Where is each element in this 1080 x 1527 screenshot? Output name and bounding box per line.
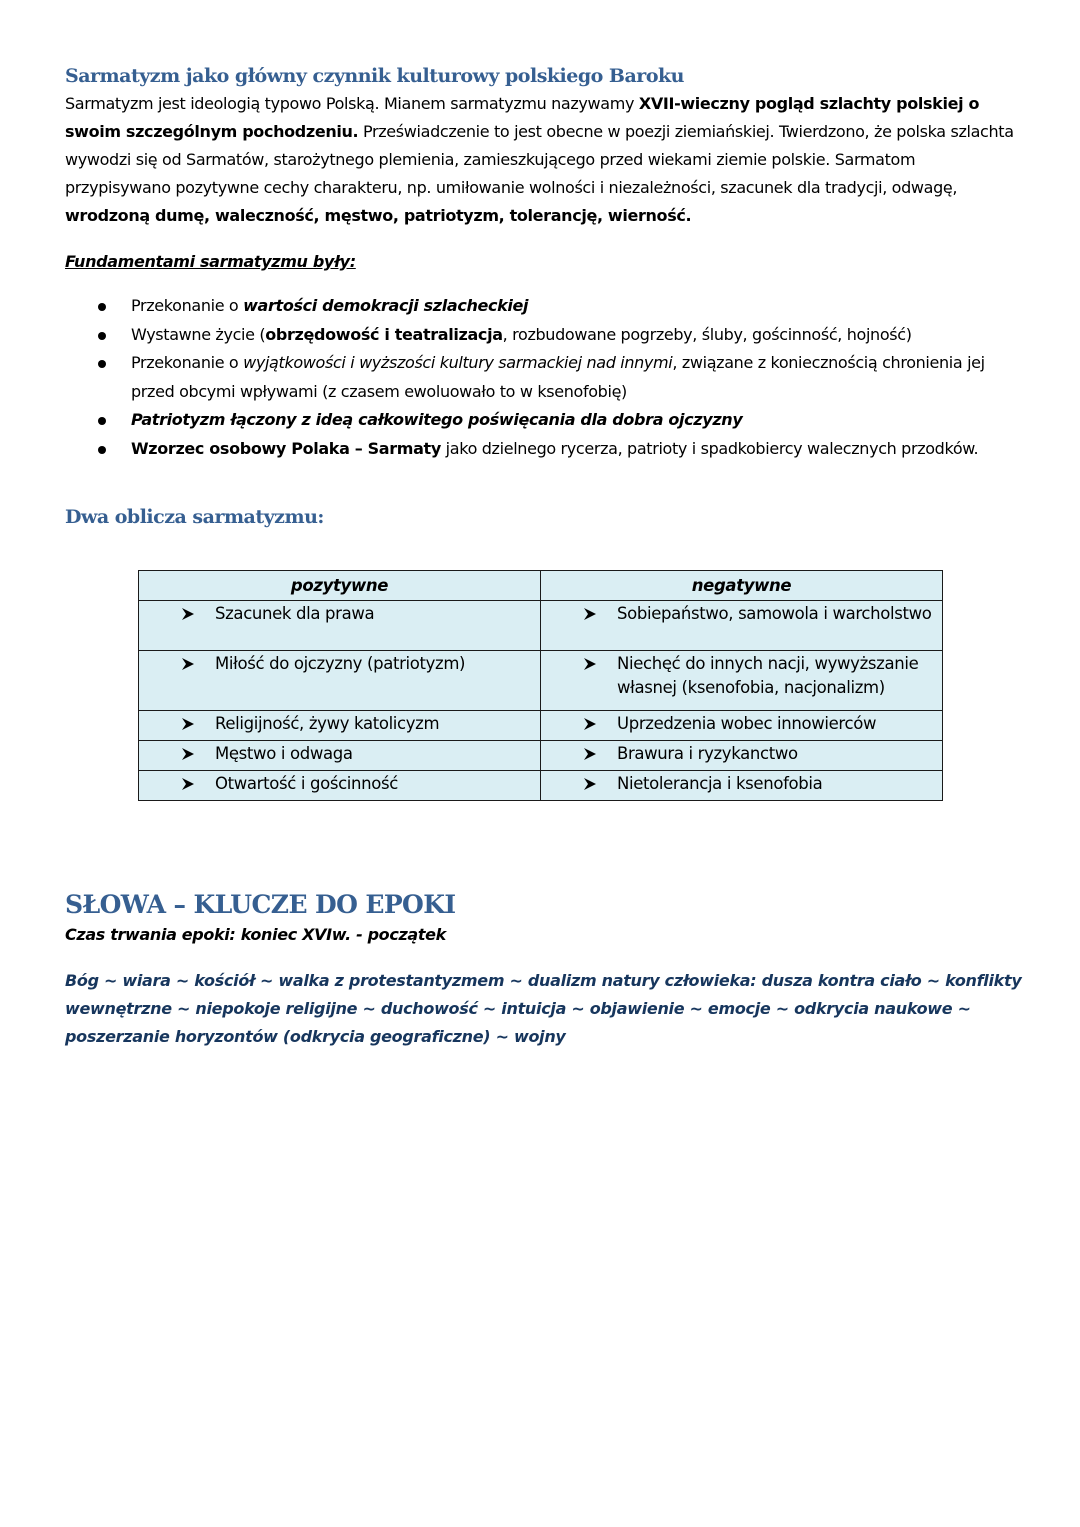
table-cell-text: Męstwo i odwaga: [215, 744, 353, 763]
table-cell-text: Otwartość i gościnność: [215, 774, 398, 793]
section-title-sarmatyzm: Sarmatyzm jako główny czynnik kulturowy polskiego Baroku: [65, 65, 684, 87]
arrow-bullet-icon: [179, 652, 197, 676]
table-cell-text: Uprzedzenia wobec innowierców: [617, 714, 877, 733]
column-header-pozytywne: pozytywne: [139, 571, 541, 601]
bullet-icon: [98, 332, 106, 340]
list-item: [65, 349, 1025, 406]
section-title-slowa-klucze: SŁOWA – KLUCZE DO EPOKI: [65, 890, 456, 919]
list-item-text: Przekonanie o: [131, 353, 244, 372]
table-cell: [541, 711, 943, 741]
list-item-text: , rozbudowane pogrzeby, śluby, gościnność, hojność): [502, 324, 912, 344]
table-cell-text: Niechęć do innych nacji, wywyższanie własnej (ksenofobia, nacjonalizm): [617, 654, 919, 697]
table-cell: [139, 741, 541, 771]
column-header-negatywne: negatywne: [541, 571, 943, 601]
bullet-icon: [98, 417, 106, 425]
table-cell-text: Nietolerancja i ksenofobia: [617, 774, 823, 793]
intro-paragraph: [65, 90, 1025, 230]
list-item-text: Wystawne życie (: [131, 324, 266, 344]
era-duration: Czas trwania epoki: koniec XVIw. - początek: [65, 925, 446, 944]
slowa-klucze-section: [65, 889, 1025, 1051]
document-page: [65, 62, 1025, 531]
table-cell: [541, 741, 943, 771]
list-item: [65, 435, 1025, 464]
fundamenty-list: [65, 292, 1025, 463]
arrow-bullet-icon: [179, 772, 197, 796]
arrow-bullet-icon: [581, 602, 599, 626]
arrow-bullet-icon: [179, 712, 197, 736]
keywords-paragraph: Bóg ~ wiara ~ kościół ~ walka z protestantyzmem ~ dualizm natury człowieka: dusza kontra ciało ~ konflikty wewnętrzne ~ niepokoje religijne ~ duchowość ~ intuicja ~ objawienie ~ emocje ~ odkrycia naukowe ~ poszerzanie horyzontów (odkrycia geograficzne) ~ wojny: [65, 971, 1022, 1046]
table-row: [139, 741, 943, 771]
list-item-bold-italic: wartości demokracji szlacheckiej: [243, 296, 529, 315]
arrow-bullet-icon: [179, 742, 197, 766]
table-row: [139, 711, 943, 741]
table-row: [139, 651, 943, 711]
section-title-dwa-oblicza: Dwa oblicza sarmatyzmu:: [65, 506, 324, 528]
table-cell: [139, 651, 541, 711]
intro-text-1: Sarmatyzm jest ideologią typowo Polską. Mianem sarmatyzmu nazywamy: [65, 94, 639, 113]
table-cell: [541, 651, 943, 711]
bullet-icon: [98, 360, 106, 368]
arrow-bullet-icon: [581, 772, 599, 796]
intro-bold-1: XVII-wieczny pogląd szlachty polskiej o swoim szczególnym pochodzeniu.: [65, 94, 980, 141]
table-cell-text: Miłość do ojczyzny (patriotyzm): [215, 654, 466, 673]
intro-text-2: Przeświadczenie to jest obecne w poezji ziemiańskiej. Twierdzono, że polska szlachta wywodzi się od Sarmatów, starożytnego plemienia, zamieszkującego przed wiekami ziemie polskie. Sarmatom przypisywano pozytywne cechy charakteru, np. umiłowanie wolności i niezależności, szacunek dla tradycji, odwagę,: [65, 122, 1014, 197]
arrow-bullet-icon: [179, 602, 197, 626]
list-item-text: jako dzielnego rycerza, patrioty i spadkobiercy walecznych przodków.: [440, 438, 979, 458]
list-item: [65, 292, 1025, 321]
intro-bold-2: wrodzoną dumę, waleczność, męstwo, patriotyzm, tolerancję, wierność.: [65, 206, 692, 225]
list-item-italic: wyjątkowości i wyższości kultury sarmackiej nad innymi: [243, 353, 673, 372]
list-item-bold-italic: Patriotyzm łączony z ideą całkowitego poświęcania dla dobra ojczyzny: [131, 410, 743, 429]
list-item-bold: Wzorzec osobowy Polaka – Sarmaty: [131, 438, 441, 458]
table-row: [139, 771, 943, 801]
list-item: [65, 321, 1025, 350]
arrow-bullet-icon: [581, 742, 599, 766]
list-item-text: Przekonanie o: [131, 296, 244, 315]
table-cell: [139, 601, 541, 651]
table-cell-text: Szacunek dla prawa: [215, 604, 375, 623]
arrow-bullet-icon: [581, 712, 599, 736]
table-cell-text: Brawura i ryzykanctwo: [617, 744, 798, 763]
list-item-text: , związane z koniecznością chronienia jej przed obcymi wpływami (z czasem ewoluowało to w ksenofobię): [131, 353, 985, 401]
table-cell-text: Religijność, żywy katolicyzm: [215, 714, 440, 733]
bullet-icon: [98, 303, 106, 311]
table-cell: [541, 601, 943, 651]
bullet-icon: [98, 446, 106, 454]
table-cell: [541, 771, 943, 801]
table-row: [139, 601, 943, 651]
oblicza-table: [138, 570, 943, 801]
table-header-row: [139, 571, 943, 601]
fundamenty-heading: Fundamentami sarmatyzmu były:: [65, 252, 356, 271]
table-cell: [139, 711, 541, 741]
list-item-bold: obrzędowość i teatralizacja: [265, 324, 503, 344]
list-item: [65, 406, 1025, 435]
table-cell-text: Sobiepaństwo, samowola i warcholstwo: [617, 604, 932, 623]
arrow-bullet-icon: [581, 652, 599, 676]
table-cell: [139, 771, 541, 801]
